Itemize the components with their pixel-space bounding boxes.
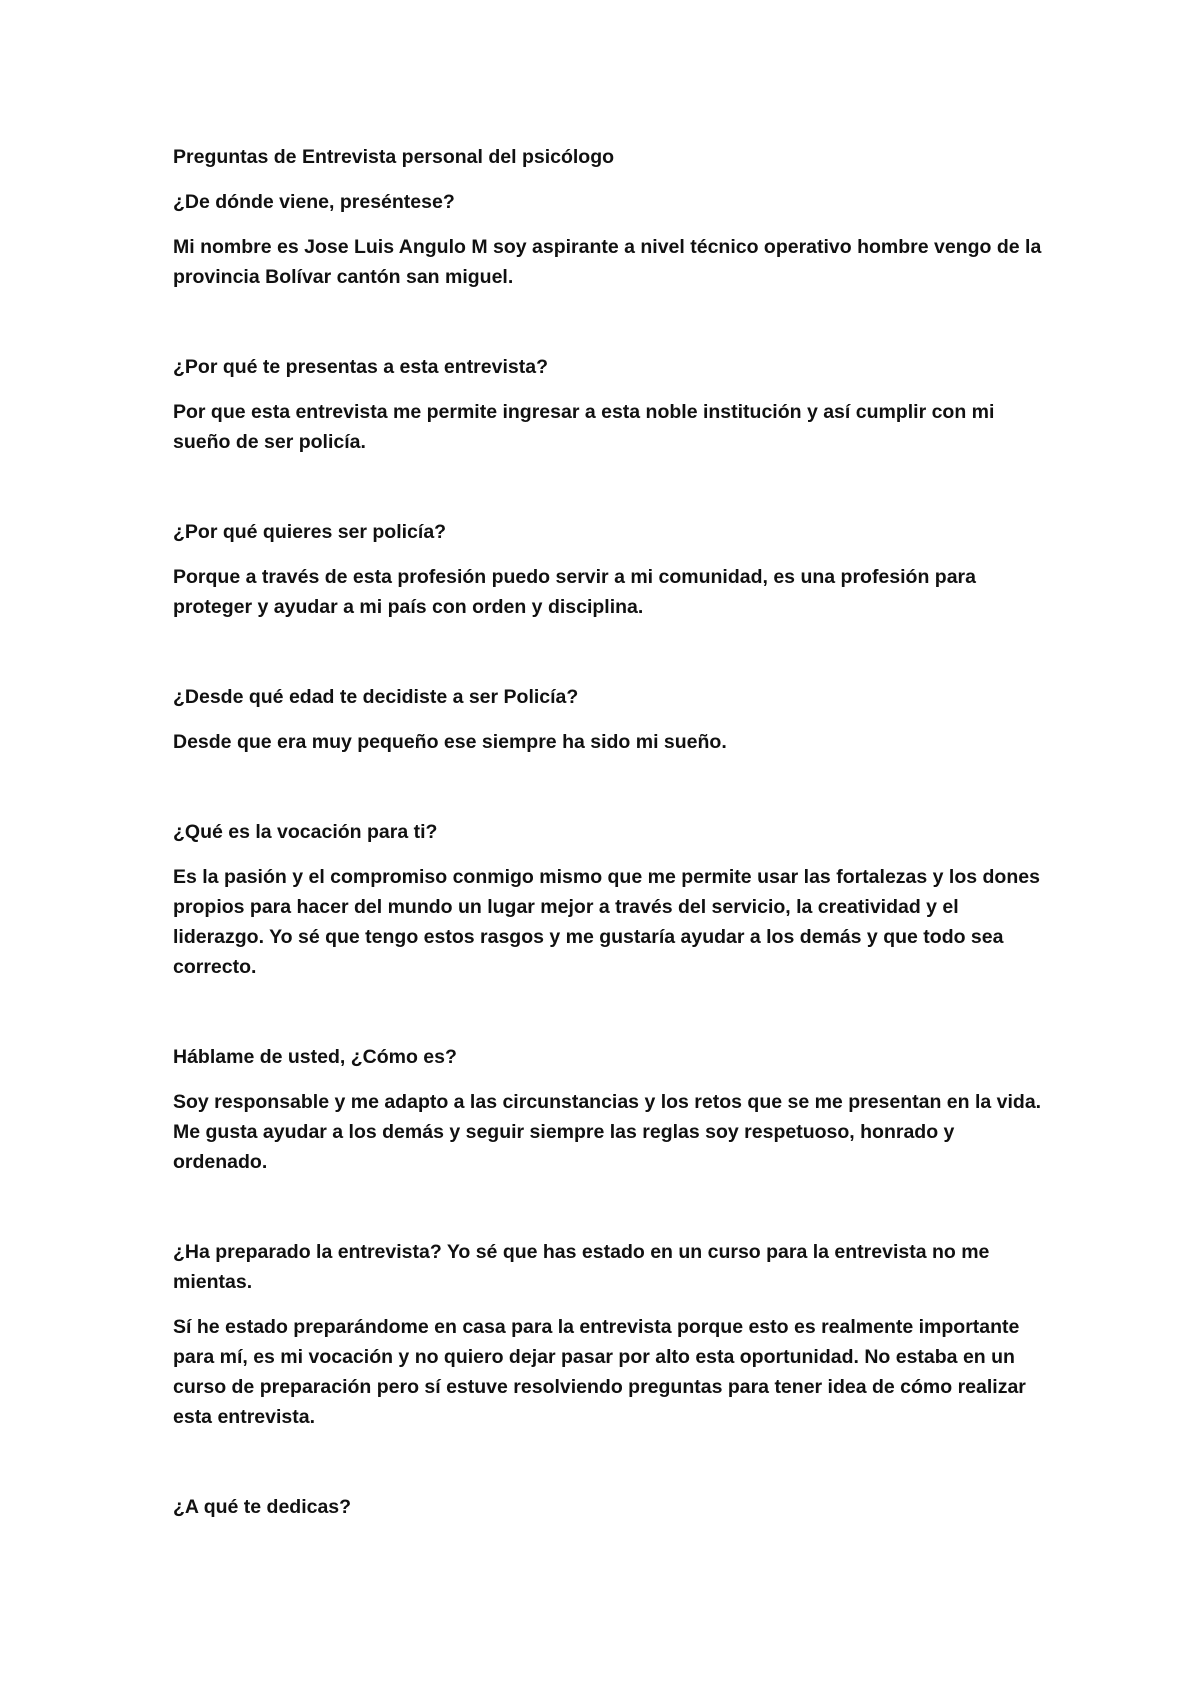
question-text: ¿Por qué te presentas a esta entrevista?	[173, 356, 548, 378]
question-text: ¿De dónde viene, preséntese?	[173, 191, 455, 213]
qa-item	[173, 682, 1053, 757]
answer-text: Mi nombre es Jose Luis Angulo M soy aspirante a nivel técnico operativo hombre vengo de la provincia Bolívar cantón san miguel.	[173, 236, 1042, 288]
question-text: ¿Qué es la vocación para ti?	[173, 821, 438, 843]
qa-item	[173, 1492, 1053, 1522]
answer-text: Soy responsable y me adapto a las circunstancias y los retos que se me presentan en la vida. Me gusta ayudar a los demás y seguir siempre las reglas soy respetuoso, honrado y ordenado.	[173, 1091, 1042, 1173]
answer-text: Es la pasión y el compromiso conmigo mismo que me permite usar las fortalezas y los dones propios para hacer del mundo un lugar mejor a través del servicio, la creatividad y el liderazgo. Yo sé que tengo estos rasgos y me gustaría ayudar a los demás y que todo sea correcto.	[173, 866, 1040, 978]
qa-item	[173, 352, 1053, 457]
qa-item	[173, 817, 1053, 982]
qa-item	[173, 517, 1053, 622]
question-text: ¿Por qué quieres ser policía?	[173, 521, 447, 543]
answer-text: Por que esta entrevista me permite ingresar a esta noble institución y así cumplir con mi sueño de ser policía.	[173, 401, 995, 453]
qa-item	[173, 1237, 1053, 1432]
question-text: ¿A qué te dedicas?	[173, 1496, 352, 1518]
question-text: ¿Ha preparado la entrevista? Yo sé que has estado en un curso para la entrevista no me mientas.	[173, 1241, 990, 1293]
answer-text: Desde que era muy pequeño ese siempre ha sido mi sueño.	[173, 731, 727, 753]
question-text: ¿Desde qué edad te decidiste a ser Policía?	[173, 686, 579, 708]
qa-item	[173, 1042, 1053, 1177]
document-title: Preguntas de Entrevista personal del psicólogo	[173, 146, 615, 168]
question-text: Háblame de usted, ¿Cómo es?	[173, 1046, 457, 1068]
document-body	[173, 142, 1053, 1522]
answer-text: Porque a través de esta profesión puedo servir a mi comunidad, es una profesión para proteger y ayudar a mi país con orden y disciplina.	[173, 566, 976, 618]
qa-item	[173, 187, 1053, 292]
answer-text: Sí he estado preparándome en casa para la entrevista porque esto es realmente importante para mí, es mi vocación y no quiero dejar pasar por alto esta oportunidad. No estaba en un curso de preparación pero sí estuve resolviendo preguntas para tener idea de cómo realizar esta entrevista.	[173, 1316, 1026, 1428]
